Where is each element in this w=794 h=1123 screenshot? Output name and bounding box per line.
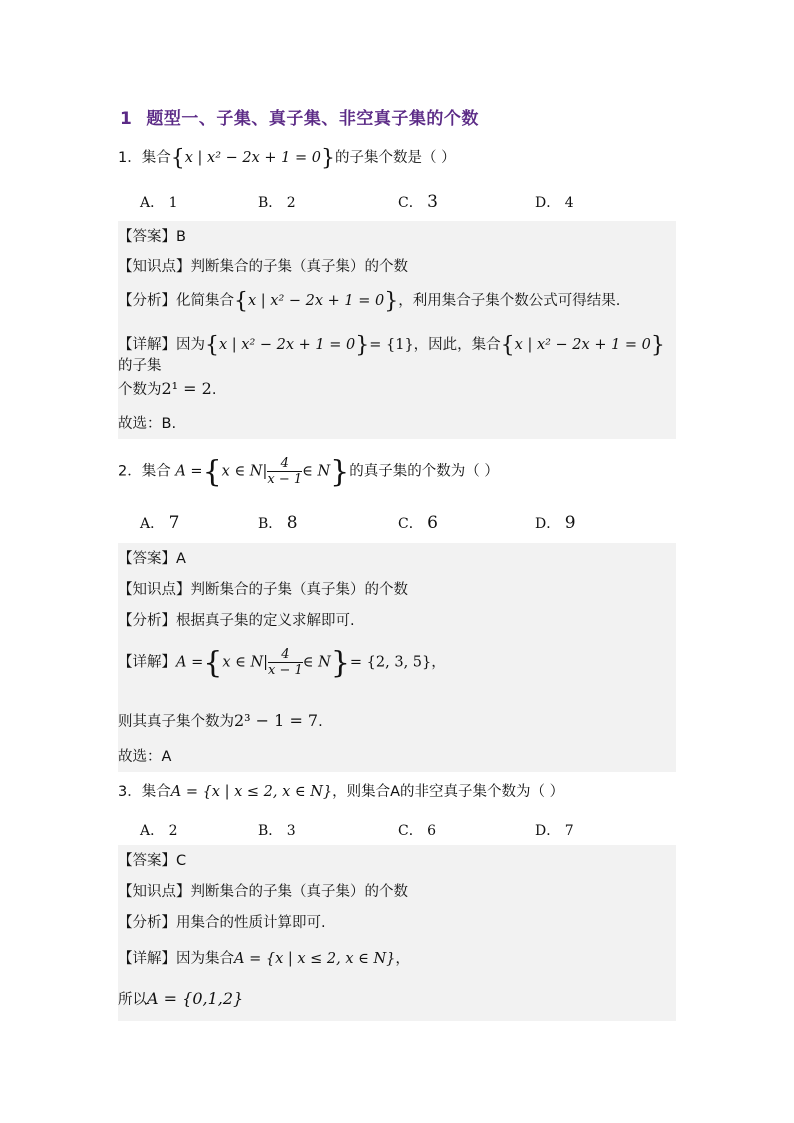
- q2-options: [140, 513, 680, 535]
- q3-detail: 【详解】因为集合A = {x | x ≤ 2, x ∈ N}，: [118, 951, 410, 967]
- q2-detail-line2: 则其真子集个数为2³ − 1 = 7.: [118, 711, 323, 730]
- q1-option-c: C． 3: [398, 192, 438, 212]
- q3-solution-block: [118, 845, 676, 1021]
- question-1-stem: 1．集合{x | x² − 2x + 1 = 0}的子集个数是（ ）: [118, 146, 456, 171]
- q3-detail-line2: 所以A = {0,1,2}: [118, 989, 244, 1008]
- q3-knowledge: 【知识点】判断集合的子集（真子集）的个数: [118, 884, 408, 900]
- q3-option-d: D． 7: [535, 823, 574, 839]
- q1-solution-block: [118, 221, 676, 439]
- section-title-text: 题型一、子集、真子集、非空真子集的个数: [146, 109, 479, 129]
- q1-option-b: B． 2: [258, 195, 296, 211]
- q2-option-b: B． 8: [258, 513, 298, 533]
- q2-option-c: C． 6: [398, 513, 438, 533]
- q3-analysis: 【分析】用集合的性质计算即可.: [118, 915, 326, 931]
- q1-suffix: 的子集个数是（ ）: [334, 150, 456, 166]
- q2-solution-block: [118, 543, 676, 772]
- q3-answer: 【答案】C: [118, 853, 187, 869]
- q2-answer: 【答案】A: [118, 551, 186, 567]
- q1-option-a: A． 1: [140, 195, 178, 211]
- question-2-stem: 2．集合 A ={x ∈ N| $\frac{4}{x - 1}$ ∈ N}的真子集的个数为（ ）: [118, 454, 499, 490]
- q1-set: x | x² − 2x + 1 = 0: [184, 150, 321, 166]
- q2-option-d: D． 9: [535, 513, 576, 533]
- q2-knowledge: 【知识点】判断集合的子集（真子集）的个数: [118, 582, 408, 598]
- q2-detail: 【详解】A ={x ∈ N| $\frac{4}{x - 1}$ ∈ N}= {2, 3, 5}，: [118, 645, 446, 681]
- section-title: [120, 104, 479, 129]
- q1-detail: 【详解】因为{x | x² − 2x + 1 = 0}= {1}，因此，集合{x | x² − 2x + 1 = 0}的子集: [118, 333, 665, 374]
- question-3-stem: 3．集合A = {x | x ≤ 2, x ∈ N}，则集合A的非空真子集个数为（ ）: [118, 784, 565, 800]
- q2-choose: 故选：A: [118, 749, 172, 765]
- q3-options: [140, 820, 680, 842]
- q2-option-a: A． 7: [140, 513, 180, 533]
- q1-answer: 【答案】B: [118, 229, 186, 245]
- q1-option-d: D． 4: [535, 195, 574, 211]
- q3-option-b: B． 3: [258, 823, 296, 839]
- q2-analysis: 【分析】根据真子集的定义求解即可.: [118, 613, 355, 629]
- q1-analysis: 【分析】化简集合{x | x² − 2x + 1 = 0}，利用集合子集个数公式可得结果.: [118, 289, 621, 314]
- q1-options: [140, 192, 680, 214]
- section-number: 1: [120, 109, 133, 129]
- q1-detail-line2: 个数为2¹ = 2.: [118, 379, 217, 398]
- q3-option-a: A． 2: [140, 823, 178, 839]
- q1-prefix: 1．集合: [118, 150, 171, 166]
- q1-choose: 故选：B.: [118, 416, 177, 432]
- q3-option-c: C． 6: [398, 823, 437, 839]
- q1-knowledge: 【知识点】判断集合的子集（真子集）的个数: [118, 259, 408, 275]
